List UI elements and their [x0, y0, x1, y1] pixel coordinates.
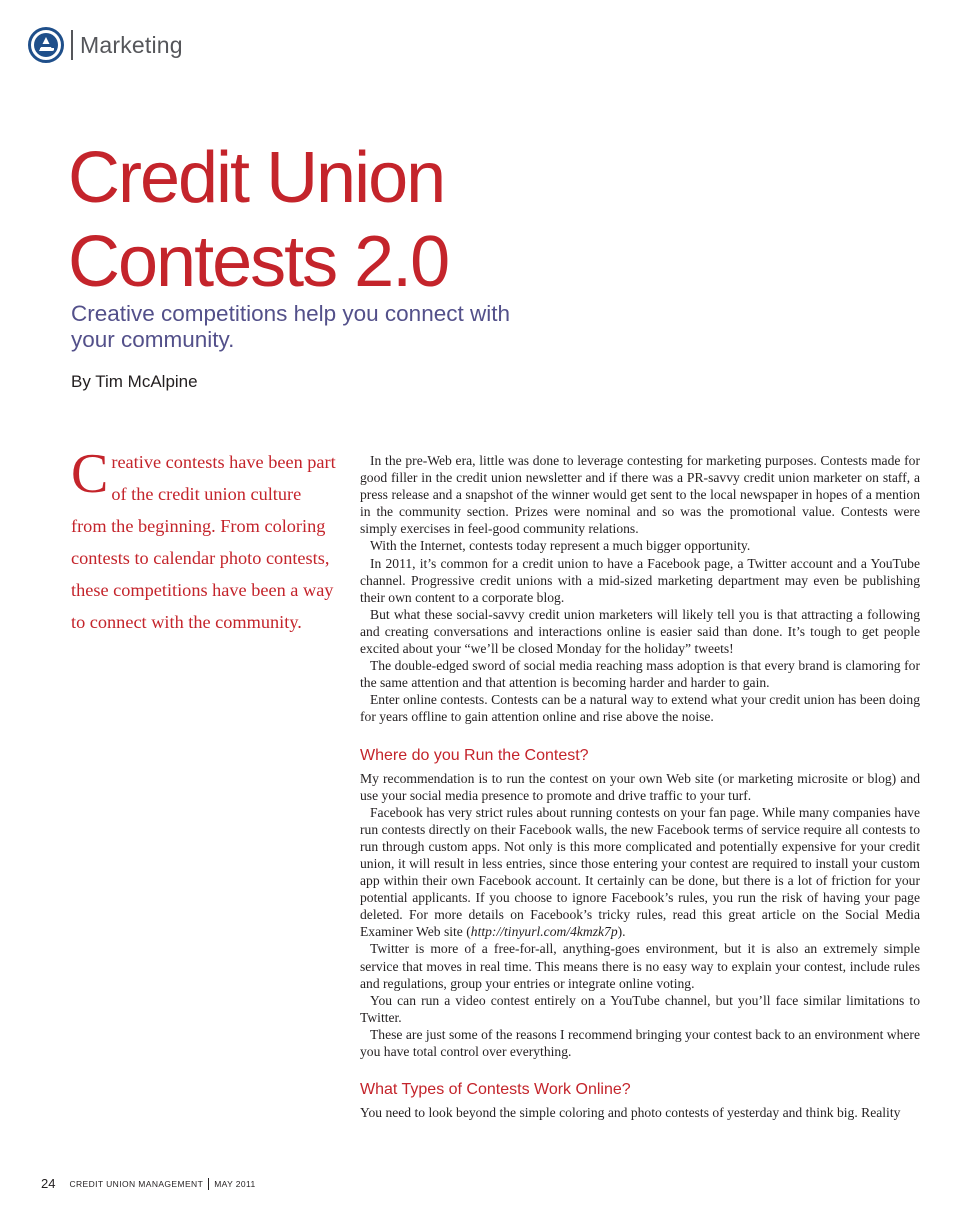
header-divider [71, 30, 73, 60]
footer-divider [208, 1178, 209, 1190]
paragraph-text-end: ). [617, 924, 626, 940]
article-title [68, 136, 448, 304]
paragraph: Twitter is more of a free-for-all, anything-goes environment, but it is also an extremely simple service that moves in real time. This means there is no easy way to explain your contest, include rules and regulations, group your entries or integrate online voting. [360, 941, 920, 991]
paragraph: These are just some of the reasons I recommend bringing your contest back to an environment where you have total control over everything. [360, 1026, 920, 1059]
page-number: 24 [41, 1176, 56, 1191]
paragraph: But what these social-savvy credit union marketers will likely tell you is that attracting a following and creating conversations and interactions online is easier said than done. It’s tough to get people excited about your “we’ll be closed Monday for the holiday” tweets! [360, 606, 920, 657]
paragraph: With the Internet, contests today represent a much bigger opportunity. [370, 538, 751, 554]
page-header [28, 27, 183, 63]
paragraph: You can run a video contest entirely on a YouTube channel, but you’ll face similar limitations to Twitter. [360, 992, 920, 1025]
section-heading: Where do you Run the Contest? [360, 746, 589, 764]
paragraph: My recommendation is to run the contest on your own Web site (or marketing microsite or blog) and use your social media presence to promote and drive traffic to your turf. [360, 770, 920, 803]
page-footer [41, 1176, 256, 1191]
byline: By Tim McAlpine [71, 372, 198, 391]
issue-date: MAY 2011 [214, 1178, 256, 1189]
paragraph: The double-edged sword of social media reaching mass adoption is that every brand is clamoring for the same attention and that attention is becoming harder and harder to gain. [360, 658, 920, 691]
paragraph: In the pre-Web era, little was done to leverage contesting for marketing purposes. Contests made for good filler in the credit union newsletter and if there was a PR-savvy credit union marketer on staff, a press release and a snapshot of the winner would get sent to the local newspaper in hopes of a mention in the community section. Prizes were nominal and so was the promotional value. Contests were simply exercises in feel-good community relations. [360, 453, 920, 537]
paragraph [360, 804, 920, 941]
paragraph: In 2011, it’s common for a credit union to have a Facebook page, a Twitter account and a YouTube channel. Progressive credit unions with a mid-sized marketing department may even be publishing their own content to a corporate blog. [360, 555, 920, 605]
paragraph: Enter online contests. Contests can be a natural way to extend what your credit union has been doing for years offline to gain attention online and rise above the noise. [360, 692, 920, 725]
pullquote-text: reative contests have been part of the credit union culture from the beginning. From coloring contests to calendar photo contests, these competitions have been a way to connect with the community. [71, 452, 336, 632]
paragraph: You need to look beyond the simple coloring and photo contests of yesterday and think big. Reality [360, 1105, 901, 1121]
publication-name: CREDIT UNION MANAGEMENT [69, 1178, 204, 1189]
title-line-1: Credit Union [68, 138, 445, 218]
paragraph-text: Facebook has very strict rules about running contests on your fan page. While many companies have run contests directly on their Facebook walls, the new Facebook terms of service require all contests to run through custom apps. Not only is this more complicated and potentially expensive for your credit union, it will result in less entries, since those entering your contest are required to install your custom app within their own Facebook account. It certainly can be done, but there is a lot of friction for your potential applicants. If you choose to ignore Facebook’s rules, you run the risk of having your page deleted. For more details on Facebook’s tricky rules, read this great article on the Social Media Examiner Web site ( [360, 804, 920, 940]
section-heading: What Types of Contests Work Online? [360, 1081, 631, 1099]
dropcap: C [71, 443, 109, 505]
section-label: Marketing [80, 31, 183, 58]
pullquote [71, 443, 341, 638]
article-subtitle: Creative competitions help you connect with your community. [71, 301, 510, 352]
cum-logo-icon [28, 27, 64, 63]
title-line-2: Contests 2.0 [68, 222, 449, 302]
article-link[interactable]: http://tinyurl.com/4kmzk7p [470, 924, 618, 940]
article-body [360, 452, 920, 1121]
